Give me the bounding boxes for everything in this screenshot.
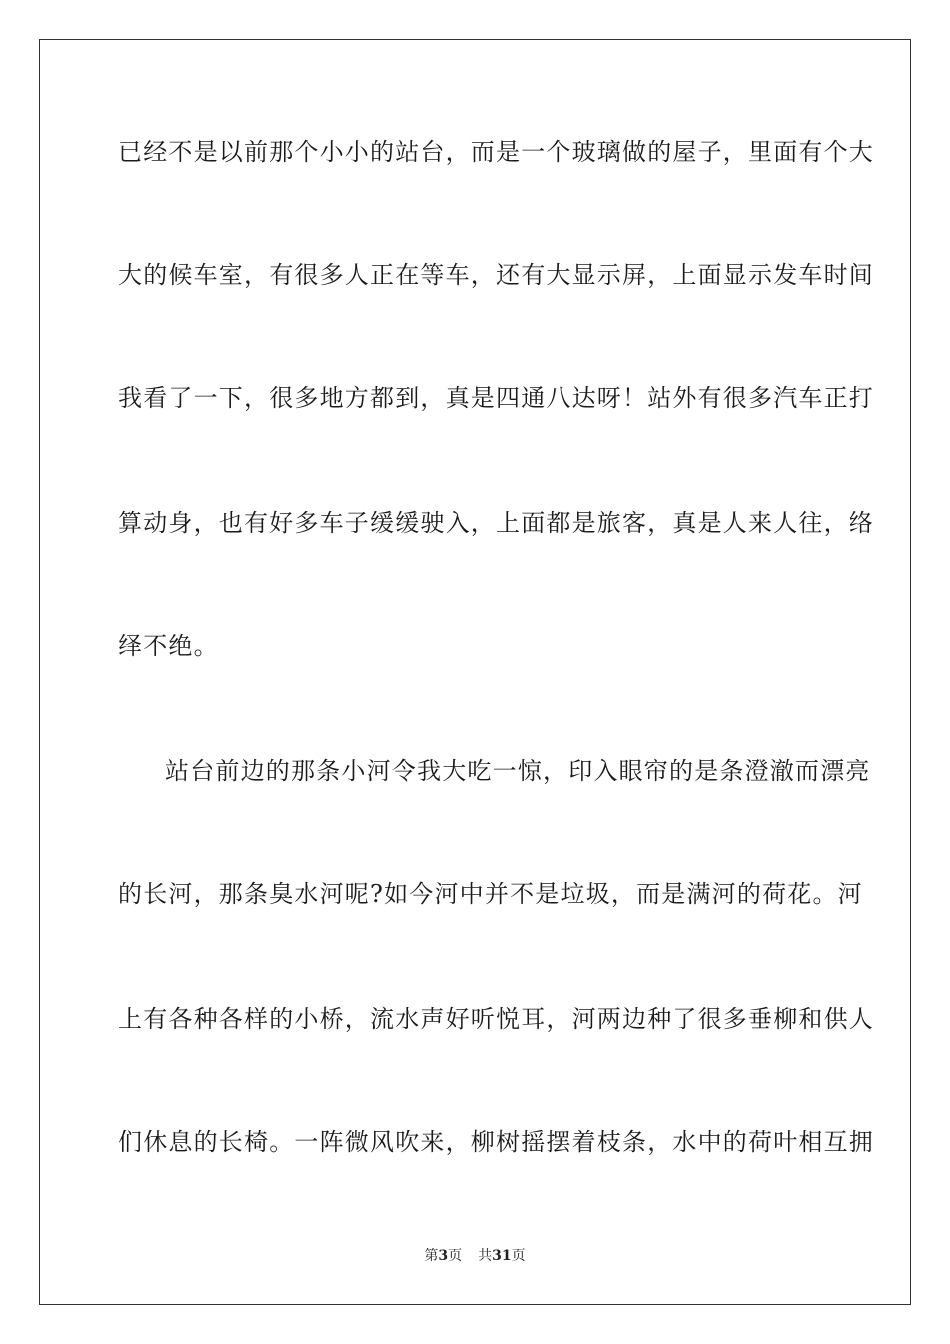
body-line-8: 上有各种各样的小桥，流水声好听悦耳，河两边种了很多垂柳和供人 [118,1005,874,1033]
body-line-3: 我看了一下，很多地方都到，真是四通八达呀！站外有很多汽车正打 [118,384,874,412]
body-line-1: 已经不是以前那个小小的站台，而是一个玻璃做的屋子，里面有个大 [118,138,874,166]
body-line-4: 算动身，也有好多车子缓缓驶入，上面都是旅客，真是人来人往，络 [118,509,874,537]
total-prefix: 共 [478,1248,493,1264]
page-number: 3 [438,1248,449,1264]
page-prefix: 第 [424,1248,439,1264]
total-pages: 31 [492,1248,512,1264]
page-suffix: 页 [448,1248,463,1264]
body-line-9: 们休息的长椅。一阵微风吹来，柳树摇摆着枝条，水中的荷叶相互拥 [118,1128,874,1156]
page-border [39,39,911,1305]
total-suffix: 页 [511,1248,526,1264]
page-footer [0,1247,950,1265]
body-line-7: 的长河，那条臭水河呢?如今河中并不是垃圾，而是满河的荷花。河 [118,880,863,908]
body-line-6: 站台前边的那条小河令我大吃一惊，印入眼帘的是条澄澈而漂亮 [165,757,871,785]
body-line-2: 大的候车室，有很多人正在等车，还有大显示屏，上面显示发车时间 [118,261,874,289]
body-line-5: 绎不绝。 [118,632,219,660]
